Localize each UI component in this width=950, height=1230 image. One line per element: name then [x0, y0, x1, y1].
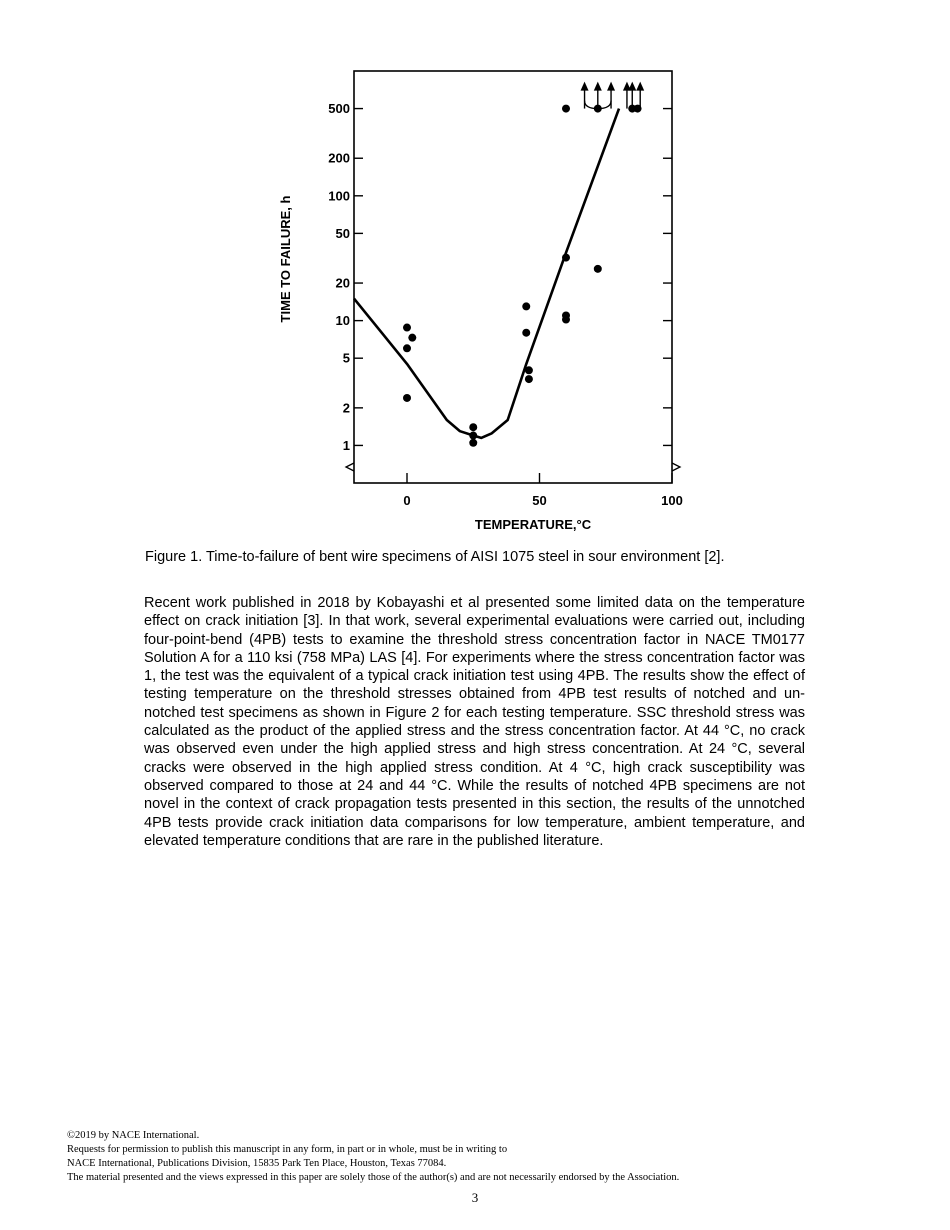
runout-arrow-head	[636, 82, 644, 91]
y-tick-label: 2	[342, 400, 350, 416]
data-point	[562, 254, 570, 262]
footer-copyright: ©2019 by NACE International.	[67, 1130, 200, 1141]
y-tick-label: 1	[342, 437, 350, 453]
runout-arrow-head	[581, 82, 589, 91]
x-tick-label: 100	[661, 493, 683, 508]
data-point	[562, 316, 570, 324]
y-tick-label: 10	[335, 313, 350, 329]
x-tick-label: 50	[532, 493, 547, 508]
data-point	[525, 366, 533, 374]
y-tick-label: 500	[328, 101, 350, 117]
y-tick-label: 5	[342, 350, 350, 366]
data-point	[594, 265, 602, 273]
data-point	[469, 432, 477, 440]
data-point	[403, 324, 411, 332]
footer-permission: Requests for permission to publish this manuscript in any form, in part or in whole, must be in writing to	[67, 1144, 508, 1155]
y-tick-label: 200	[328, 150, 350, 166]
data-point	[522, 329, 530, 337]
figure-1-chart	[250, 55, 710, 545]
data-point	[525, 375, 533, 383]
chart-svg	[250, 55, 710, 545]
body-paragraph: Recent work published in 2018 by Kobayashi et al presented some limited data on the temperature effect on crack initiation [3]. In that work, several experimental evaluations were carried out, including four-point-bend (4PB) tests to examine the threshold stress concentration factor in NACE TM0177 Solution A for a 110 ksi (758 MPa) LAS [4]. For experiments where the stress concentration factor was 1, the test was the equivalent of a typical crack initiation test using 4PB. The results show the effect of testing temperature on the threshold stresses obtained from 4PB test results of notched and un-notched test specimens as shown in Figure 2 for each testing temperature. SSC threshold stress was calculated as the product of the applied stress and the stress concentration factor. At 44 °C, no crack was observed even under the high applied stress and high stress concentration. At 24 °C, several cracks were observed in the high applied stress condition. At 4 °C, high crack susceptibility was observed compared to those at 24 and 44 °C. While the results of notched 4PB specimens are not novel in the context of crack propagation tests presented in this section, the results of the unnotched 4PB tests provide crack initiation data comparisons for low temperature, ambient temperature, and elevated temperature conditions that are rare in the published literature.	[144, 595, 805, 849]
data-point	[562, 105, 570, 113]
data-point	[469, 439, 477, 447]
trend-line	[354, 109, 619, 438]
axis-break-right	[672, 463, 680, 471]
page-number: 3	[471, 1190, 479, 1205]
data-point	[403, 344, 411, 352]
y-axis-label: TIME TO FAILURE, h	[278, 195, 293, 323]
x-tick-label: 0	[403, 493, 411, 508]
page-footer	[67, 1129, 887, 1185]
plot-frame	[354, 71, 672, 483]
x-axis-label: TEMPERATURE,°C	[474, 517, 592, 532]
figure-caption: Figure 1. Time-to-failure of bent wire specimens of AISI 1075 steel in sour environment [2].	[145, 549, 725, 565]
y-tick-label: 100	[328, 188, 350, 204]
data-point	[403, 394, 411, 402]
data-point	[408, 334, 416, 342]
data-point	[522, 302, 530, 310]
y-tick-label: 50	[335, 225, 350, 241]
runout-arrow-head	[607, 82, 615, 91]
runout-arrow-head	[628, 82, 636, 91]
axis-break-left	[346, 463, 354, 471]
footer-address: NACE International, Publications Division, 15835 Park Ten Place, Houston, Texas 77084.	[67, 1158, 447, 1169]
data-point	[469, 423, 477, 431]
y-tick-label: 20	[335, 275, 350, 291]
footer-disclaimer: The material presented and the views expressed in this paper are solely those of the author(s) and are not necessarily endorsed by the Association.	[67, 1172, 680, 1183]
runout-arrow-head	[594, 82, 602, 91]
